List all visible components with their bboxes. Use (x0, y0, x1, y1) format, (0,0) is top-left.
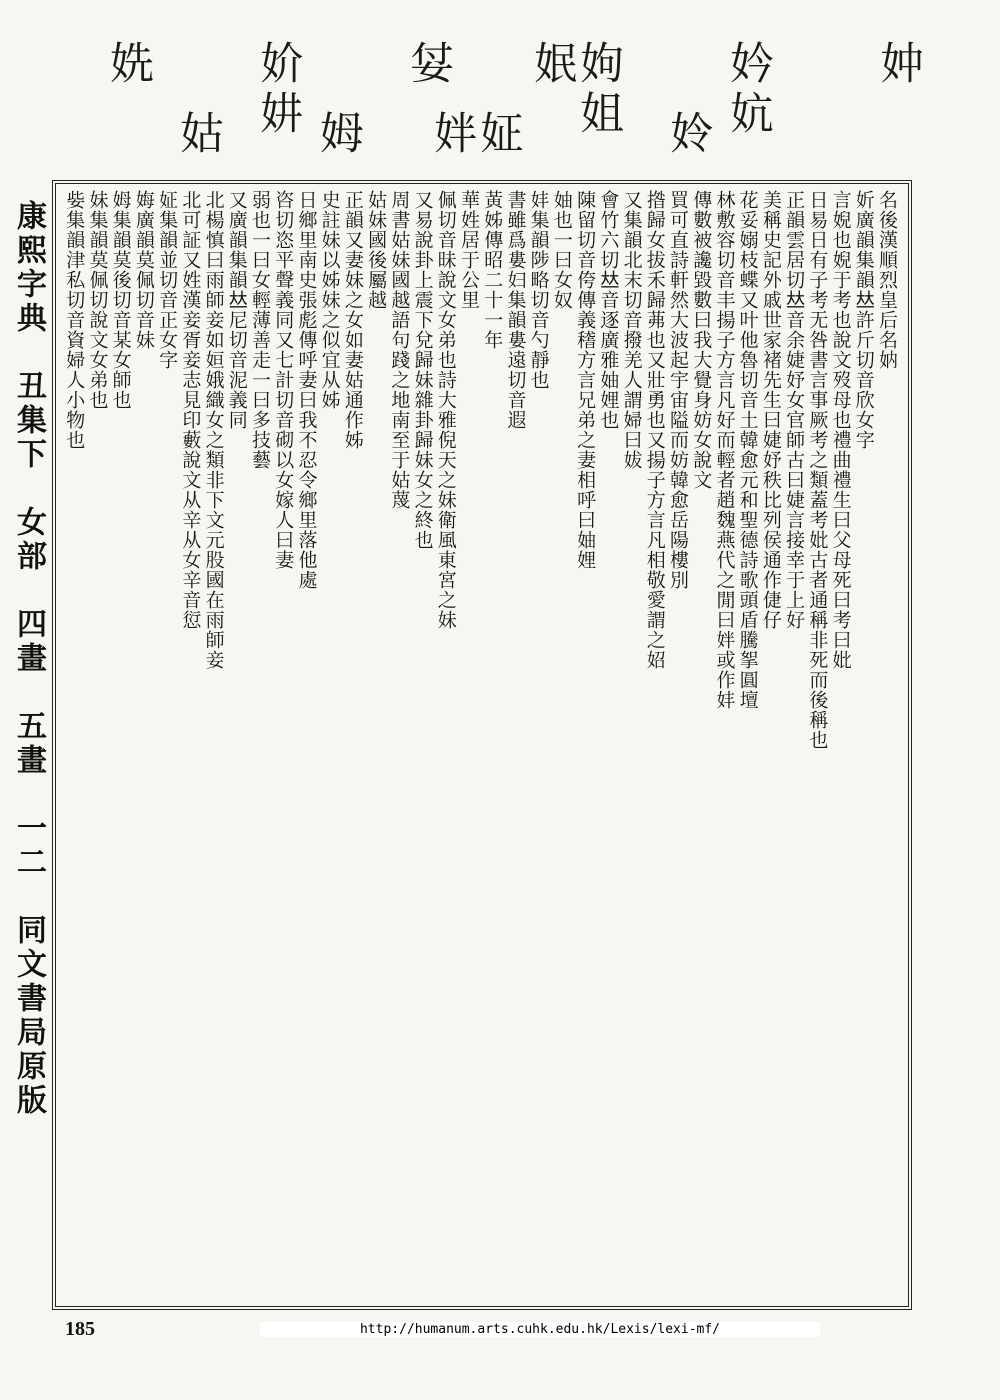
text-column: 傳數被讒毀數曰我大覺身妨女說文 (690, 190, 713, 490)
seal-script-band (40, 40, 923, 175)
text-column: 史註妹以姊妹之似宜从姊 (318, 190, 341, 410)
text-column: 名後漢順烈皇后名妠 (876, 190, 898, 370)
text-column: 又廣韻集韻𠀤尼切音泥義同 (225, 190, 248, 430)
text-column: 姕集韻津私切音資婦人小物也 (63, 190, 86, 450)
text-column: 妯也一曰女奴 (550, 190, 573, 310)
text-column: 買可直詩軒然大波起宇宙隘而妨韓愈岳陽樓別 (667, 190, 689, 590)
seal-glyph-group: 妎妌 (252, 40, 303, 140)
text-frame (52, 180, 912, 1310)
source-url-link[interactable]: http://humanum.arts.cuhk.edu.hk/Lexis/lexi-mf/ (260, 1322, 820, 1337)
seal-glyph-group: 姇 (402, 40, 453, 90)
text-column: 會竹六切𠀤音逐廣雅妯娌也 (597, 190, 620, 430)
text-column: 日易日有子考无咎書言事厥考之類蓋考妣古者通稱非死而後稱也 (806, 190, 829, 750)
text-column: 日鄉里南史張彪傳呼妻曰我不忍令鄉里落他處 (295, 190, 318, 590)
text-column: 揝歸女拔禾歸茀也又壯勇也又揚子方言凡相敬愛謂之妱 (643, 190, 666, 670)
text-column: 弱也一曰女輕薄善走一曰多技藝 (249, 190, 271, 470)
text-column: 書雖爲婁妇集韻婁遠切音遐 (504, 190, 527, 430)
dictionary-side-title: 康熙字典 丑集下 女部 四畫 五畫 一二 同文書局原版 (11, 200, 46, 1118)
text-column: 花妥嫋枝蝶又叶他魯切音土韓愈元和聖德詩歌頭盾騰挐圓壇 (736, 190, 759, 710)
text-column: 林敷容切音丰揚子方言凡好而輕者趙魏燕代之閒曰姅或作妦 (713, 190, 736, 710)
text-column: 華姓居于公里 (458, 190, 480, 310)
text-column: 又集韻北末切音撥羌人謂婦曰妭 (620, 190, 643, 470)
page-number: 185 (65, 1318, 95, 1340)
text-column: 北可証又姓漢妾胥妾志見印藪說文从辛从女辛音愆 (179, 190, 202, 630)
seal-glyph-group: 姁姐姄 (525, 40, 623, 140)
seal-glyph-group: 姺 (102, 40, 153, 90)
text-column: 言婗也婗于考也說文歿母也禮曲禮生曰父母死曰考曰妣 (829, 190, 852, 670)
text-column: 正韻雲居切𠀤音余婕妤女官師古曰婕言接幸于上好 (783, 190, 806, 630)
text-column: 姆集韻莫後切音某女師也 (109, 190, 132, 410)
text-column: 正韻又妻妹之女如妻姑通作姊 (341, 190, 364, 450)
text-column: 姑妹國後屬越 (365, 190, 388, 310)
seal-glyph-group: 姑 (172, 110, 223, 160)
text-column: 周書姑妹國越語句踐之地南至于姑蔑 (388, 190, 411, 510)
text-column: 妹集韻莫佩切說文女弟也 (86, 190, 109, 410)
text-column: 陳留切音侉傳義𥡴方言兄弟之妻相呼曰妯娌 (574, 190, 597, 570)
text-column: 美稱史記外戚世家褚先生曰婕妤秩比列侯通作倢仔 (759, 190, 782, 630)
text-column: 佩切音昧說文女弟也詩大雅倪天之妹衛風東宮之妹 (434, 190, 457, 630)
text-column: 又易說卦上震下兌歸妹雜卦歸妹女之終也 (411, 190, 434, 550)
seal-glyph-group: 姃姅 (425, 110, 523, 160)
seal-glyph-group: 姆 (312, 110, 363, 160)
seal-glyph-group: 妕 (872, 40, 923, 90)
seal-glyph-group: 姈 (662, 110, 713, 160)
text-column: 妡廣韻集韻𠀤許斤切音欣女字 (852, 190, 875, 450)
text-column: 姃集韻並切音正女字 (156, 190, 179, 370)
seal-glyph-group: 妗妔 (722, 40, 773, 140)
text-columns (62, 190, 902, 1300)
text-column: 黃姊傳昭二十一年 (481, 190, 504, 350)
text-column: 妦集韻陟略切音勺靜也 (527, 190, 550, 390)
text-column: 咨切恣平聲義同又七計切音砌以女嫁人曰妻 (272, 190, 295, 570)
text-column: 北楊慎曰雨師妾如姮娥織女之類非下文元股國在雨師妾 (202, 190, 225, 670)
text-column: 娒廣韻莫佩切音妹 (132, 190, 155, 350)
